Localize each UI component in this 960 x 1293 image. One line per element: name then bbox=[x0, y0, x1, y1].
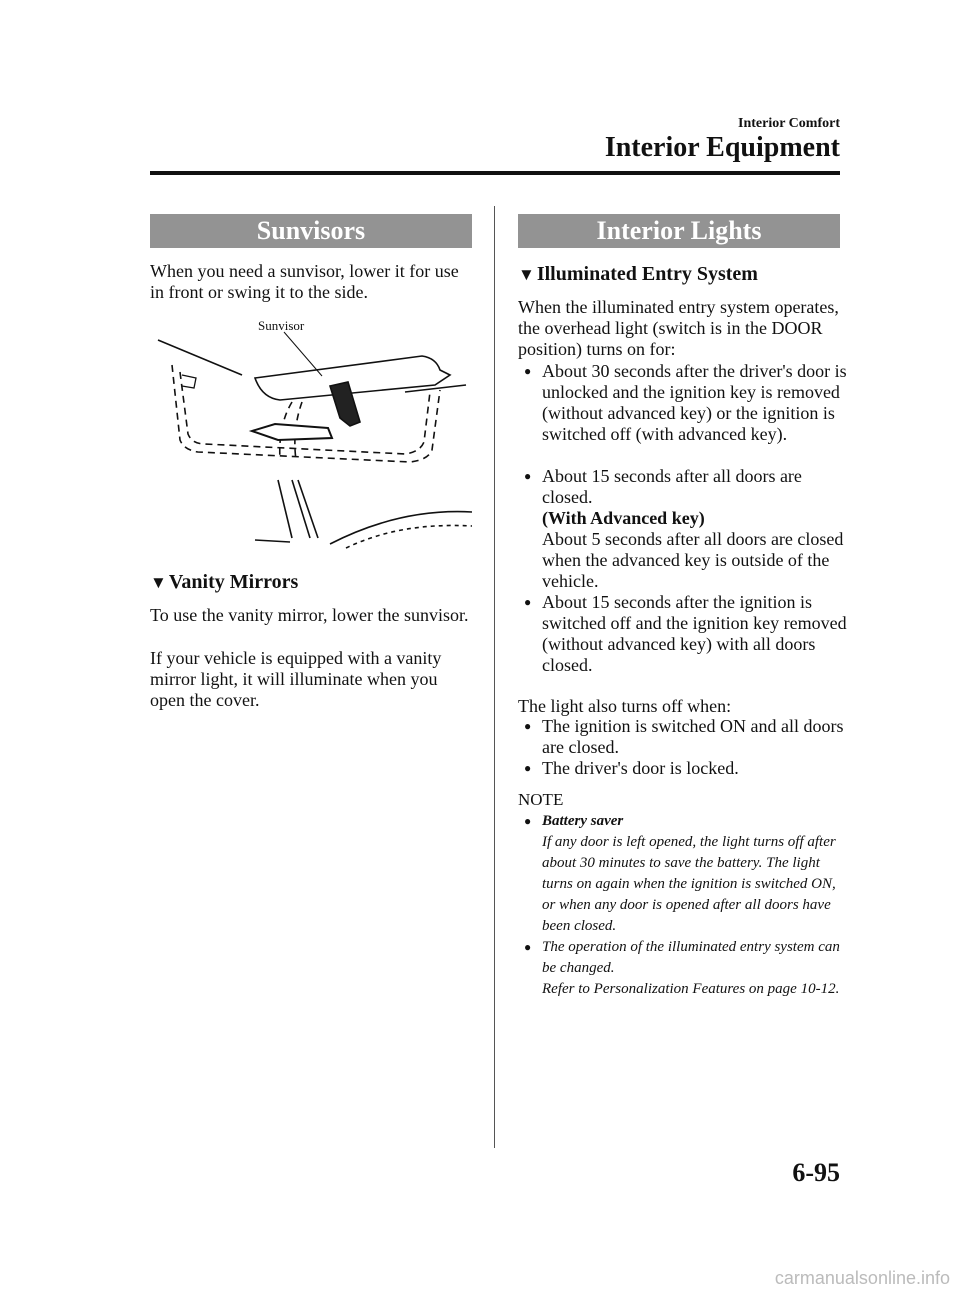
on-item-2: ● About 15 seconds after all doors are closed. bbox=[524, 466, 802, 507]
off-item-2: ● The driver's door is locked. bbox=[524, 758, 739, 778]
bullet-icon: ● bbox=[524, 364, 532, 378]
illuminated-entry-heading: ▼ Illuminated Entry System bbox=[518, 263, 758, 285]
page-number: 6-95 bbox=[792, 1158, 840, 1187]
note-item-1: ● Battery saver If any door is left opened, the light turns off after about 30 minutes to save the battery. The light turns on again when the ignition is switched ON, or when any door is opened after all doors have been closed. bbox=[524, 813, 836, 934]
note-label: NOTE bbox=[518, 790, 564, 809]
header-divider bbox=[150, 171, 840, 175]
section-label: Interior Comfort bbox=[738, 116, 840, 131]
bullet-icon: ● bbox=[524, 469, 532, 483]
bullet-icon: ● bbox=[524, 761, 532, 775]
sunvisors-intro: When you need a sunvisor, lower it for use in front or swing it to the side. bbox=[150, 261, 459, 302]
on-item-1: ● About 30 seconds after the driver's door is unlocked and the ignition key is removed (without advanced key) or the ignition is switched off (with advanced key). bbox=[524, 361, 847, 444]
advanced-key-text: About 5 seconds after all doors are closed when the advanced key is outside of the vehicle. bbox=[542, 529, 844, 591]
advanced-key-heading: (With Advanced key) bbox=[542, 508, 705, 528]
entry-intro: When the illuminated entry system operates, the overhead light (switch is in the DOOR position) turns on for: bbox=[518, 297, 839, 359]
vanity-para-2: If your vehicle is equipped with a vanity mirror light, it will illuminate when you open the cover. bbox=[150, 648, 442, 710]
on-item-3: ● About 15 seconds after the ignition is switched off and the ignition key removed (without advanced key) with all doors closed. bbox=[524, 592, 847, 675]
column-divider bbox=[494, 206, 495, 1148]
off-intro: The light also turns off when: bbox=[518, 696, 732, 716]
bullet-icon: ● bbox=[524, 719, 532, 733]
bullet-icon: ● bbox=[524, 940, 532, 954]
bullet-icon: ● bbox=[524, 814, 532, 828]
sunvisor-illustration bbox=[150, 330, 472, 555]
advanced-key-block bbox=[518, 508, 848, 592]
bullet-icon: ● bbox=[524, 595, 532, 609]
triangle-bullet-icon: ▼ bbox=[518, 265, 535, 284]
vanity-mirrors-heading: ▼ Vanity Mirrors bbox=[150, 571, 299, 593]
off-item-1: ● The ignition is switched ON and all doors are closed. bbox=[524, 716, 844, 757]
figure-label-sunvisor: Sunvisor bbox=[258, 318, 305, 333]
vanity-para-1: To use the vanity mirror, lower the sunvisor. bbox=[150, 605, 469, 625]
sunvisors-banner: Sunvisors bbox=[150, 214, 472, 248]
interior-lights-banner: Interior Lights bbox=[518, 214, 840, 248]
page-title: Interior Equipment bbox=[604, 132, 840, 163]
triangle-bullet-icon: ▼ bbox=[150, 573, 167, 592]
note-item-2: ● The operation of the illuminated entry system can be changed. Refer to Personalization Features on page 10-12. bbox=[524, 939, 840, 997]
watermark: carmanualsonline.info bbox=[774, 1268, 950, 1288]
